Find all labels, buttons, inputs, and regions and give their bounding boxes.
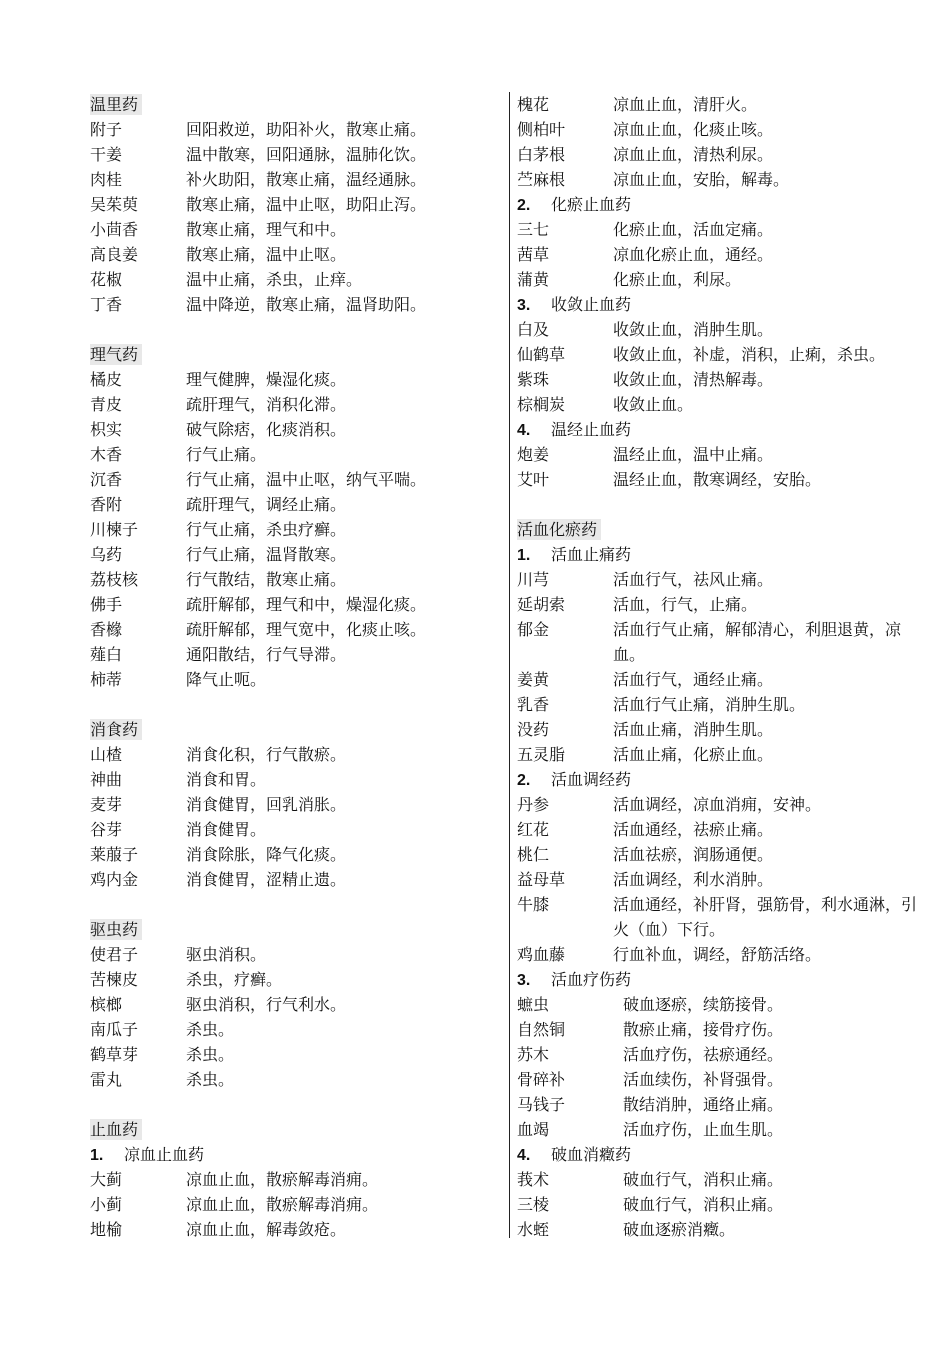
herb-entry xyxy=(517,442,927,467)
section-heading-text: 消食药 xyxy=(90,719,142,740)
herb-function: 疏肝理气，消积化滞。 xyxy=(186,395,347,414)
herb-name: 肉桂 xyxy=(90,170,123,189)
herb-name: 棕榈炭 xyxy=(517,395,566,414)
herb-name: 茜草 xyxy=(517,245,550,264)
section-heading-text: 驱虫药 xyxy=(90,919,142,940)
section-heading xyxy=(90,92,500,117)
herb-name: 附子 xyxy=(90,120,123,139)
subsection-heading xyxy=(90,1142,500,1167)
herb-name: 荔枝核 xyxy=(90,570,139,589)
herb-function: 通阳散结，行气导滞。 xyxy=(186,645,347,664)
subsection-number: 2. xyxy=(517,197,531,214)
herb-name: 香橼 xyxy=(90,620,123,639)
herb-function: 消食化积，行气散瘀。 xyxy=(186,745,347,764)
section-heading xyxy=(517,517,927,542)
herb-entry xyxy=(517,592,927,617)
herb-entry xyxy=(517,892,927,942)
herb-entry xyxy=(517,817,927,842)
herb-entry xyxy=(517,867,927,892)
herb-entry xyxy=(517,792,927,817)
herb-name: 吴茱萸 xyxy=(90,195,139,214)
herb-function: 活血行气止痛，消肿生肌。 xyxy=(613,695,806,714)
herb-name: 艾叶 xyxy=(517,470,550,489)
herb-entry xyxy=(90,417,500,442)
herb-function: 活血止痛，消肿生肌。 xyxy=(613,720,774,739)
herb-entry xyxy=(90,217,500,242)
section-heading xyxy=(90,717,500,742)
herb-function: 收敛止血，补虚，消积，止痢，杀虫。 xyxy=(613,345,886,364)
herb-function: 消食健胃。 xyxy=(186,820,267,839)
herb-name: 水蛭 xyxy=(517,1220,550,1239)
herb-function: 行气止痛，温肾散寒。 xyxy=(186,545,347,564)
herb-function: 行气散结，散寒止痛。 xyxy=(186,570,347,589)
herb-entry xyxy=(90,142,500,167)
herb-name: 薤白 xyxy=(90,645,123,664)
herb-name: 鹤草芽 xyxy=(90,1045,139,1064)
herb-name: 苦楝皮 xyxy=(90,970,139,989)
herb-function: 凉血止血，散瘀解毒消痈。 xyxy=(186,1170,379,1189)
herb-name: 益母草 xyxy=(517,870,566,889)
herb-entry xyxy=(90,967,500,992)
herb-function: 行气止痛。 xyxy=(186,445,267,464)
herb-entry xyxy=(90,867,500,892)
herb-name: 马钱子 xyxy=(517,1095,566,1114)
herb-entry xyxy=(90,617,500,642)
herb-entry xyxy=(90,392,500,417)
section-heading-text: 活血化瘀药 xyxy=(517,519,601,540)
subsection-number: 4. xyxy=(517,422,531,439)
herb-name: 郁金 xyxy=(517,620,550,639)
herb-name: 骨碎补 xyxy=(517,1070,566,1089)
herb-entry xyxy=(90,542,500,567)
herb-name: 自然铜 xyxy=(517,1020,566,1039)
herb-name: 仙鹤草 xyxy=(517,345,566,364)
herb-name: 干姜 xyxy=(90,145,123,164)
herb-name: 丁香 xyxy=(90,295,123,314)
herb-entry xyxy=(90,742,500,767)
herb-name: 桃仁 xyxy=(517,845,550,864)
herb-function: 活血行气，通经止痛。 xyxy=(613,670,774,689)
subsection-title: 收敛止血药 xyxy=(551,295,632,314)
herb-name: 花椒 xyxy=(90,270,123,289)
herb-entry xyxy=(90,842,500,867)
subsection-heading xyxy=(517,542,927,567)
herb-function: 杀虫。 xyxy=(186,1070,235,1089)
spacer xyxy=(90,1092,500,1117)
herb-entry xyxy=(90,467,500,492)
herb-entry xyxy=(517,692,927,717)
herb-name: 柿蒂 xyxy=(90,670,123,689)
herb-function: 驱虫消积，行气利水。 xyxy=(186,995,347,1014)
herb-entry xyxy=(90,1217,500,1242)
herb-entry xyxy=(90,592,500,617)
herb-function: 凉血止血，清热利尿。 xyxy=(613,145,774,164)
section-heading-text: 温里药 xyxy=(90,94,142,115)
herb-name: 沉香 xyxy=(90,470,123,489)
subsection-heading xyxy=(517,192,927,217)
herb-name: 炮姜 xyxy=(517,445,550,464)
subsection-title: 活血止痛药 xyxy=(551,545,632,564)
herb-entry xyxy=(517,392,927,417)
herb-name: 谷芽 xyxy=(90,820,123,839)
subsection-title: 活血疗伤药 xyxy=(551,970,632,989)
herb-function: 活血行气止痛，解郁清心，利胆退黄，凉血。 xyxy=(613,620,902,664)
herb-name: 白及 xyxy=(517,320,550,339)
herb-entry xyxy=(517,217,927,242)
herb-name: 白茅根 xyxy=(517,145,566,164)
herb-entry xyxy=(517,1067,927,1092)
herb-function: 温中降逆，散寒止痛，温肾助阳。 xyxy=(186,295,427,314)
herb-function: 行气止痛，杀虫疗癣。 xyxy=(186,520,347,539)
section-heading xyxy=(90,1117,500,1142)
herb-function: 活血止痛，化瘀止血。 xyxy=(613,745,774,764)
herb-entry xyxy=(90,192,500,217)
herb-function: 凉血止血，化痰止咳。 xyxy=(613,120,774,139)
herb-function: 活血通经，祛瘀止痛。 xyxy=(613,820,774,839)
herb-name: 大蓟 xyxy=(90,1170,123,1189)
herb-function: 凉血止血，散瘀解毒消痈。 xyxy=(186,1195,379,1214)
herb-entry xyxy=(517,942,927,967)
herb-entry xyxy=(517,117,927,142)
spacer xyxy=(517,492,927,517)
herb-entry xyxy=(517,1192,927,1217)
herb-name: 麦芽 xyxy=(90,795,123,814)
herb-function: 温中散寒，回阳通脉，温肺化饮。 xyxy=(186,145,427,164)
herb-entry xyxy=(90,1192,500,1217)
herb-function: 散寒止痛，理气和中。 xyxy=(186,220,347,239)
herb-name: 鸡血藤 xyxy=(517,945,566,964)
herb-entry xyxy=(517,1117,927,1142)
herb-entry xyxy=(90,942,500,967)
herb-name: 青皮 xyxy=(90,395,123,414)
spacer xyxy=(90,692,500,717)
herb-entry xyxy=(517,142,927,167)
herb-entry xyxy=(517,267,927,292)
herb-name: 侧柏叶 xyxy=(517,120,566,139)
subsection-title: 活血调经药 xyxy=(551,770,632,789)
herb-name: 没药 xyxy=(517,720,550,739)
herb-name: 川楝子 xyxy=(90,520,139,539)
herb-function: 杀虫，疗癣。 xyxy=(186,970,283,989)
herb-entry xyxy=(517,717,927,742)
herb-entry xyxy=(517,567,927,592)
herb-function: 活血，行气，止痛。 xyxy=(613,595,758,614)
herb-entry xyxy=(90,1017,500,1042)
herb-entry xyxy=(90,667,500,692)
herb-function: 活血祛瘀，润肠通便。 xyxy=(613,845,774,864)
herb-name: 小茴香 xyxy=(90,220,139,239)
herb-function: 活血疗伤，止血生肌。 xyxy=(623,1120,784,1139)
herb-entry xyxy=(517,92,927,117)
herb-name: 雷丸 xyxy=(90,1070,123,1089)
section-heading xyxy=(90,917,500,942)
section-heading xyxy=(90,342,500,367)
herb-entry xyxy=(517,617,927,667)
herb-function: 补火助阳，散寒止痛，温经通脉。 xyxy=(186,170,427,189)
herb-name: 橘皮 xyxy=(90,370,123,389)
herb-function: 散结消肿，通络止痛。 xyxy=(623,1095,784,1114)
subsection-heading xyxy=(517,767,927,792)
herb-name: 地榆 xyxy=(90,1220,123,1239)
herb-name: 牛膝 xyxy=(517,895,550,914)
spacer xyxy=(90,317,500,342)
herb-entry xyxy=(517,992,927,1017)
herb-entry xyxy=(90,567,500,592)
herb-name: 莱菔子 xyxy=(90,845,139,864)
herb-entry xyxy=(517,1042,927,1067)
herb-name: 蒲黄 xyxy=(517,270,550,289)
herb-entry xyxy=(90,992,500,1017)
herb-function: 温中止痛，杀虫，止痒。 xyxy=(186,270,363,289)
section-heading-text: 止血药 xyxy=(90,1119,142,1140)
herb-function: 活血通经，补肝肾，强筋骨，利水通淋，引火（血）下行。 xyxy=(613,895,918,939)
herb-entry xyxy=(517,342,927,367)
herb-function: 消食健胃，回乳消胀。 xyxy=(186,795,347,814)
herb-entry xyxy=(517,1017,927,1042)
herb-name: 三七 xyxy=(517,220,550,239)
subsection-title: 凉血止血药 xyxy=(124,1145,205,1164)
herb-function: 驱虫消积。 xyxy=(186,945,267,964)
herb-name: 高良姜 xyxy=(90,245,139,264)
subsection-number: 3. xyxy=(517,297,531,314)
subsection-heading xyxy=(517,1142,927,1167)
herb-function: 活血行气，祛风止痛。 xyxy=(613,570,774,589)
herb-name: 延胡索 xyxy=(517,595,566,614)
herb-function: 收敛止血，清热解毒。 xyxy=(613,370,774,389)
right-column xyxy=(517,92,927,1242)
subsection-number: 1. xyxy=(90,1147,104,1164)
subsection-number: 4. xyxy=(517,1147,531,1164)
herb-entry xyxy=(90,767,500,792)
herb-function: 收敛止血，消肿生肌。 xyxy=(613,320,774,339)
herb-entry xyxy=(90,167,500,192)
herb-name: 木香 xyxy=(90,445,123,464)
herb-name: 香附 xyxy=(90,495,123,514)
herb-function: 疏肝理气，调经止痛。 xyxy=(186,495,347,514)
herb-entry xyxy=(517,1217,927,1242)
herb-function: 破血行气，消积止痛。 xyxy=(623,1195,784,1214)
herb-function: 消食健胃，涩精止遗。 xyxy=(186,870,347,889)
section-heading-text: 理气药 xyxy=(90,344,142,365)
herb-function: 散寒止痛，温中止呕。 xyxy=(186,245,347,264)
herb-name: 小蓟 xyxy=(90,1195,123,1214)
herb-name: 苏木 xyxy=(517,1045,550,1064)
spacer xyxy=(90,892,500,917)
herb-name: 乌药 xyxy=(90,545,123,564)
left-column xyxy=(90,92,500,1242)
herb-entry xyxy=(517,742,927,767)
herb-function: 凉血止血，解毒敛疮。 xyxy=(186,1220,347,1239)
herb-function: 破血逐瘀消癥。 xyxy=(623,1220,736,1239)
herb-entry xyxy=(90,367,500,392)
herb-function: 活血调经，凉血消痈，安神。 xyxy=(613,795,822,814)
herb-name: 莪术 xyxy=(517,1170,550,1189)
herb-function: 破血逐瘀，续筋接骨。 xyxy=(623,995,784,1014)
herb-function: 杀虫。 xyxy=(186,1020,235,1039)
subsection-heading xyxy=(517,967,927,992)
herb-function: 理气健脾，燥湿化痰。 xyxy=(186,370,347,389)
herb-name: 苎麻根 xyxy=(517,170,566,189)
herb-function: 破血行气，消积止痛。 xyxy=(623,1170,784,1189)
subsection-title: 温经止血药 xyxy=(551,420,632,439)
subsection-heading xyxy=(517,292,927,317)
herb-function: 活血疗伤，祛瘀通经。 xyxy=(623,1045,784,1064)
herb-entry xyxy=(90,517,500,542)
herb-name: 山楂 xyxy=(90,745,123,764)
herb-entry xyxy=(90,117,500,142)
herb-entry xyxy=(90,1167,500,1192)
herb-entry xyxy=(517,467,927,492)
herb-function: 化瘀止血，利尿。 xyxy=(613,270,742,289)
subsection-title: 化瘀止血药 xyxy=(551,195,632,214)
herb-function: 行气止痛，温中止呕，纳气平喘。 xyxy=(186,470,427,489)
column-divider xyxy=(509,92,510,1238)
herb-entry xyxy=(90,442,500,467)
herb-function: 活血续伤，补肾强骨。 xyxy=(623,1070,784,1089)
herb-function: 散寒止痛，温中止呕，助阳止泻。 xyxy=(186,195,427,214)
herb-name: 槟榔 xyxy=(90,995,123,1014)
herb-function: 温经止血，散寒调经，安胎。 xyxy=(613,470,822,489)
herb-entry xyxy=(90,242,500,267)
subsection-number: 3. xyxy=(517,972,531,989)
herb-entry xyxy=(90,642,500,667)
herb-function: 凉血化瘀止血，通经。 xyxy=(613,245,774,264)
herb-name: 神曲 xyxy=(90,770,123,789)
herb-function: 回阳救逆，助阳补火，散寒止痛。 xyxy=(186,120,427,139)
herb-function: 活血调经，利水消肿。 xyxy=(613,870,774,889)
herb-entry xyxy=(90,1042,500,1067)
herb-name: 川芎 xyxy=(517,570,550,589)
herb-name: 五灵脂 xyxy=(517,745,566,764)
herb-name: 乳香 xyxy=(517,695,550,714)
herb-function: 行血补血，调经，舒筋活络。 xyxy=(613,945,822,964)
herb-name: 佛手 xyxy=(90,595,123,614)
herb-name: 红花 xyxy=(517,820,550,839)
herb-name: 枳实 xyxy=(90,420,123,439)
herb-name: 姜黄 xyxy=(517,670,550,689)
herb-name: 紫珠 xyxy=(517,370,550,389)
herb-name: 鸡内金 xyxy=(90,870,139,889)
herb-function: 消食除胀，降气化痰。 xyxy=(186,845,347,864)
herb-function: 疏肝解郁，理气宽中，化痰止咳。 xyxy=(186,620,427,639)
herb-function: 收敛止血。 xyxy=(613,395,694,414)
herb-function: 凉血止血，清肝火。 xyxy=(613,95,758,114)
herb-function: 破气除痞，化痰消积。 xyxy=(186,420,347,439)
herb-entry xyxy=(90,792,500,817)
herb-entry xyxy=(517,317,927,342)
herb-name: 南瓜子 xyxy=(90,1020,139,1039)
herb-name: 三棱 xyxy=(517,1195,550,1214)
herb-entry xyxy=(90,292,500,317)
herb-name: 使君子 xyxy=(90,945,139,964)
herb-function: 散瘀止痛，接骨疗伤。 xyxy=(623,1020,784,1039)
herb-function: 杀虫。 xyxy=(186,1045,235,1064)
herb-entry xyxy=(517,242,927,267)
herb-entry xyxy=(90,492,500,517)
herb-name: 槐花 xyxy=(517,95,550,114)
herb-entry xyxy=(517,367,927,392)
herb-function: 降气止呃。 xyxy=(186,670,267,689)
subsection-number: 2. xyxy=(517,772,531,789)
herb-entry xyxy=(90,1067,500,1092)
herb-name: 蟅虫 xyxy=(517,995,550,1014)
herb-entry xyxy=(517,1167,927,1192)
herb-entry xyxy=(90,267,500,292)
herb-name: 丹参 xyxy=(517,795,550,814)
herb-function: 化瘀止血，活血定痛。 xyxy=(613,220,774,239)
subsection-title: 破血消癥药 xyxy=(551,1145,632,1164)
subsection-number: 1. xyxy=(517,547,531,564)
herb-entry xyxy=(90,817,500,842)
herb-function: 温经止血，温中止痛。 xyxy=(613,445,774,464)
subsection-heading xyxy=(517,417,927,442)
herb-function: 消食和胃。 xyxy=(186,770,267,789)
herb-entry xyxy=(517,667,927,692)
herb-name: 血竭 xyxy=(517,1120,550,1139)
herb-function: 凉血止血，安胎，解毒。 xyxy=(613,170,790,189)
herb-function: 疏肝解郁，理气和中，燥湿化痰。 xyxy=(186,595,427,614)
herb-entry xyxy=(517,167,927,192)
herb-entry xyxy=(517,842,927,867)
herb-entry xyxy=(517,1092,927,1117)
